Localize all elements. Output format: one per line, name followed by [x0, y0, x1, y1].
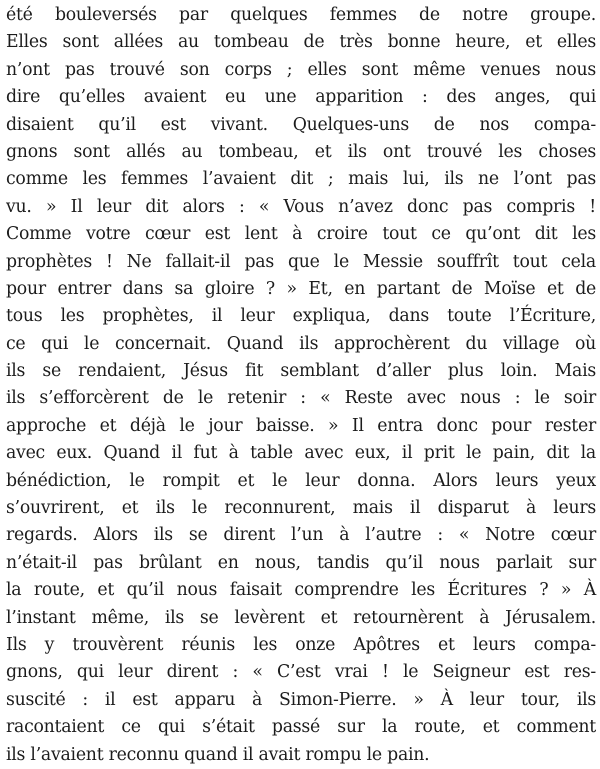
text-line: ils s’efforcèrent de le retenir : « Reste avec nous : le soir	[6, 388, 596, 409]
text-line: avec eux. Quand il fut à table avec eux, il prit le pain, dit la	[6, 443, 596, 464]
text-line: été bouleversés par quelques femmes de notre groupe.	[6, 5, 596, 25]
text-line-last: ils l’avaient reconnu quand il avait rompu le pain.	[6, 744, 430, 765]
text-line: n’ont pas trouvé son corps ; elles sont même venues nous	[6, 59, 596, 80]
text-line: Elles sont allées au tombeau de très bonne heure, et elles	[6, 32, 596, 53]
text-line: bénédiction, le rompit et le leur donna. Alors leurs yeux	[6, 470, 596, 491]
text-line: disaient qu’il est vivant. Quelques-uns de nos compa-	[6, 114, 596, 135]
text-line: Comme votre cœur est lent à croire tout ce qu’ont dit les	[6, 224, 596, 245]
text-line: pour entrer dans sa gloire ? » Et, en partant de Moïse et de	[6, 278, 596, 299]
text-line: approche et déjà le jour baisse. » Il entra donc pour rester	[6, 415, 596, 436]
text-line: dire qu’elles avaient eu une apparition : des anges, qui	[6, 87, 596, 108]
text-line: Ils y trouvèrent réunis les onze Apôtres et leurs compa-	[6, 634, 596, 655]
scripture-text-page	[6, 2, 596, 765]
text-line: suscité : il est apparu à Simon-Pierre. » À leur tour, ils	[6, 689, 596, 710]
text-line: racontaient ce qui s’était passé sur la route, et comment	[6, 717, 596, 738]
text-line: ils se rendaient, Jésus fit semblant d’aller plus loin. Mais	[6, 361, 596, 382]
text-line: gnons sont allés au tombeau, et ils ont trouvé les choses	[6, 141, 596, 162]
text-line: ce qui le concernait. Quand ils approchèrent du village où	[6, 333, 596, 354]
text-line: prophètes ! Ne fallait-il pas que le Messie souffrît tout cela	[6, 251, 596, 272]
text-line: tous les prophètes, il leur expliqua, dans toute l’Écriture,	[6, 306, 596, 327]
text-line: regards. Alors ils se dirent l’un à l’autre : « Notre cœur	[6, 525, 596, 546]
text-line: l’instant même, ils se levèrent et retournèrent à Jérusalem.	[6, 607, 596, 628]
text-line: vu. » Il leur dit alors : « Vous n’avez donc pas compris !	[6, 196, 596, 217]
text-line: s’ouvrirent, et ils le reconnurent, mais il disparut à leurs	[6, 498, 596, 519]
text-line: gnons, qui leur dirent : « C’est vrai ! le Seigneur est res-	[6, 662, 596, 683]
text-line: la route, et qu’il nous faisait comprendre les Écritures ? » À	[6, 580, 596, 601]
text-line: comme les femmes l’avaient dit ; mais lui, ils ne l’ont pas	[6, 169, 596, 190]
text-line: n’était-il pas brûlant en nous, tandis qu’il nous parlait sur	[6, 552, 596, 573]
